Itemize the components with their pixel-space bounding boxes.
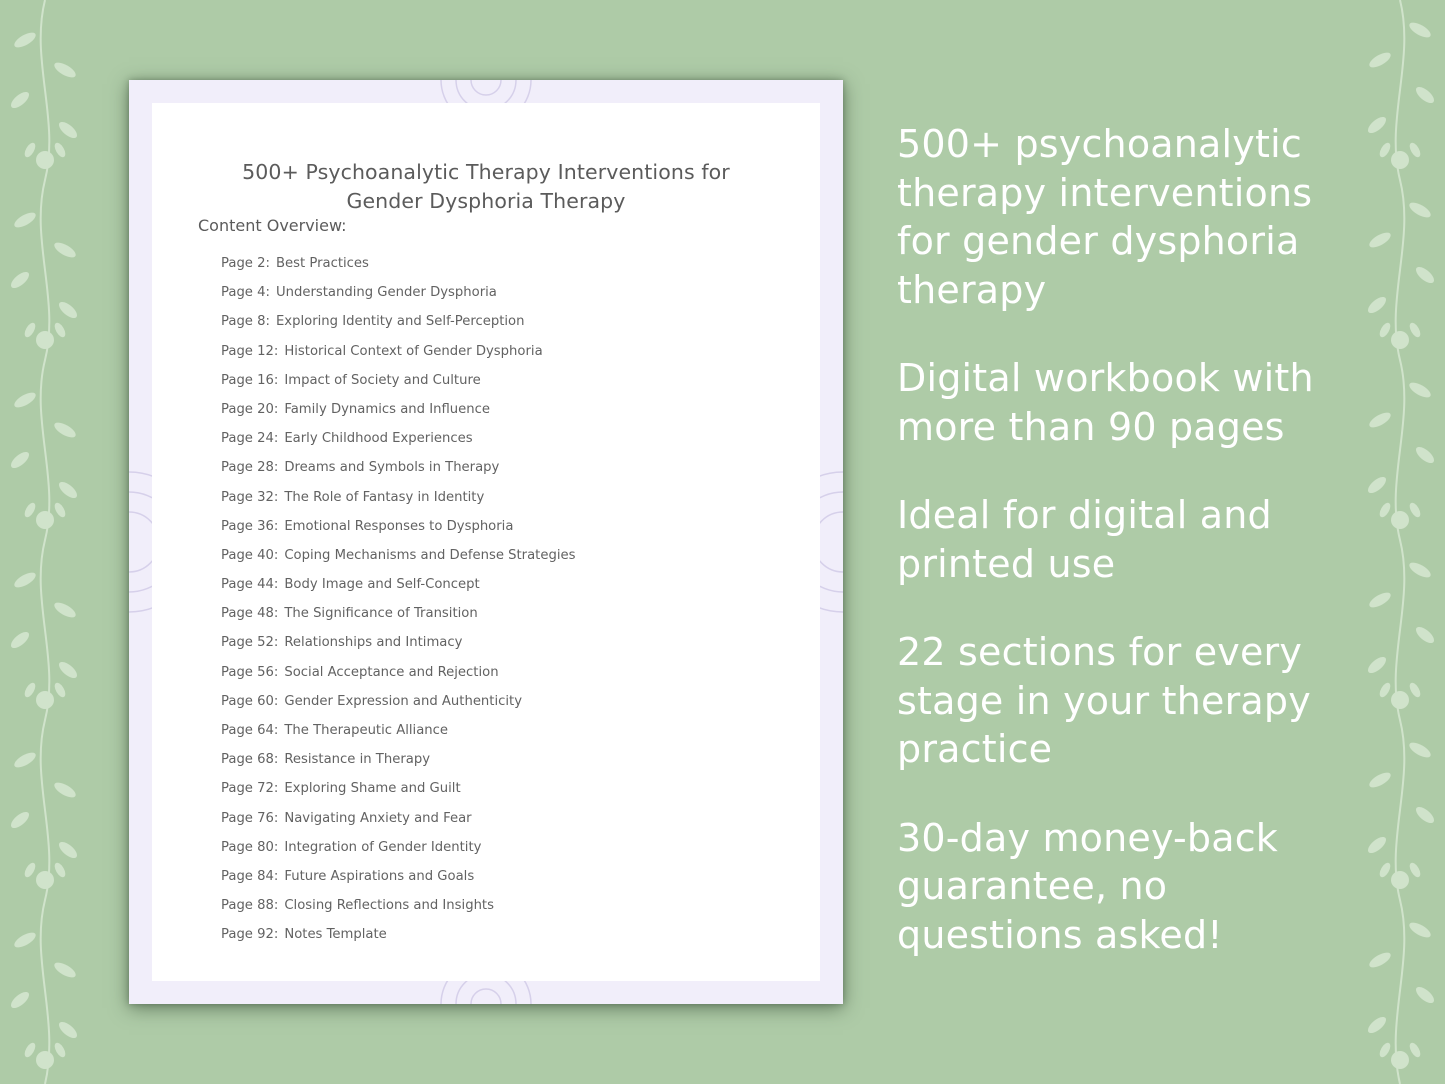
toc-page-number: Page 48: [221,606,279,622]
feature-text-line: therapy [897,267,1047,312]
toc-item [221,664,575,693]
toc-page-number: Page 40: [221,547,279,563]
floral-vine-left-decoration [0,0,90,1084]
toc-section-title: The Therapeutic Alliance [284,723,449,738]
toc-section-title: Coping Mechanisms and Defense Strategies [284,547,576,563]
table-of-contents [221,255,575,956]
toc-item [221,313,575,342]
toc-section-title: Resistance in Therapy [284,752,431,768]
toc-page-number: Page 60: [221,693,279,709]
toc-item [221,751,575,780]
feature-text-line: 30-day money-back [897,815,1279,860]
toc-section-title: Exploring Shame and Guilt [284,781,461,797]
toc-item [221,722,575,751]
toc-section-title: Exploring Identity and Self-Perception [275,314,525,330]
toc-section-title: Navigating Anxiety and Fear [284,810,472,826]
toc-page-number: Page 32: [221,489,279,505]
toc-page-number: Page 24: [221,431,279,447]
toc-item [221,255,575,284]
toc-section-title: Future Aspirations and Goals [284,868,475,884]
toc-section-title: Best Practices [275,256,369,271]
feature-text-line: for gender dysphoria [897,219,1300,263]
document-page [152,103,820,981]
toc-section-title: The Role of Fantasy in Identity [284,489,485,505]
toc-section-title: The Significance of Transition [284,606,478,622]
toc-page-number: Page 16: [221,372,279,388]
toc-section-title: Social Acceptance and Rejection [284,664,499,680]
feature-text-line: 22 sections for every [897,630,1303,674]
toc-item [221,780,575,809]
document-sheet [129,80,843,1004]
feature-list [897,120,1417,959]
feature-item [897,814,1417,960]
feature-text-line: stage in your therapy [897,678,1311,723]
content-overview-label: Content Overview: [198,216,347,235]
toc-page-number: Page 88: [221,898,279,914]
toc-page-number: Page 12: [221,343,279,359]
toc-section-title: Understanding Gender Dysphoria [275,285,497,301]
toc-item [221,897,575,926]
toc-page-number: Page 4: [221,285,270,301]
toc-page-number: Page 28: [221,460,279,476]
toc-section-title: Notes Template [284,927,387,943]
toc-item [221,576,575,605]
feature-text-line: guarantee, no [897,864,1168,908]
toc-section-title: Integration of Gender Identity [284,839,482,855]
toc-section-title: Body Image and Self-Concept [284,577,480,593]
toc-section-title: Gender Expression and Authenticity [284,693,523,709]
toc-page-number: Page 64: [221,723,279,738]
toc-item [221,372,575,401]
feature-text-line: Digital workbook with [897,356,1314,400]
toc-section-title: Emotional Responses to Dysphoria [284,518,514,534]
toc-item [221,489,575,518]
toc-item [221,518,575,547]
document-title-line: Gender Dysphoria Therapy [346,189,626,213]
toc-page-number: Page 2: [221,256,270,271]
toc-section-title: Impact of Society and Culture [284,372,481,388]
toc-page-number: Page 68: [221,752,279,768]
feature-text-line: Ideal for digital and [897,493,1272,537]
toc-item [221,401,575,430]
toc-section-title: Early Childhood Experiences [284,431,473,447]
toc-item [221,868,575,897]
toc-page-number: Page 76: [221,810,279,826]
toc-item [221,459,575,488]
toc-item [221,926,575,955]
feature-text-line: more than 90 pages [897,404,1285,449]
feature-text-line: practice [897,727,1053,771]
document-title-line: 500+ Psychoanalytic Therapy Interventions for [242,160,730,184]
toc-page-number: Page 36: [221,518,279,534]
toc-item [221,810,575,839]
feature-item [897,354,1417,451]
toc-page-number: Page 56: [221,664,279,680]
feature-text-line: therapy interventions [897,170,1313,215]
toc-page-number: Page 84: [221,868,279,884]
toc-page-number: Page 8: [221,314,270,330]
toc-page-number: Page 52: [221,635,279,651]
toc-item [221,284,575,313]
feature-item [897,628,1417,774]
toc-section-title: Dreams and Symbols in Therapy [284,460,500,476]
toc-item [221,693,575,722]
toc-item [221,430,575,459]
feature-text-line: printed use [897,541,1116,586]
toc-item [221,343,575,372]
toc-page-number: Page 92: [221,927,279,943]
toc-item [221,634,575,663]
toc-page-number: Page 72: [221,781,279,797]
toc-page-number: Page 20: [221,401,279,417]
toc-page-number: Page 80: [221,839,279,855]
toc-section-title: Relationships and Intimacy [284,635,463,651]
toc-section-title: Historical Context of Gender Dysphoria [284,343,543,359]
toc-item [221,605,575,634]
toc-page-number: Page 44: [221,577,279,593]
feature-text-line: 500+ psychoanalytic [897,122,1302,166]
document-title [152,158,820,216]
toc-item [221,547,575,576]
toc-item [221,839,575,868]
toc-section-title: Closing Reflections and Insights [284,898,494,914]
feature-text-line: questions asked! [897,912,1223,957]
toc-section-title: Family Dynamics and Influence [284,401,490,417]
feature-item [897,491,1417,588]
feature-item [897,120,1417,314]
